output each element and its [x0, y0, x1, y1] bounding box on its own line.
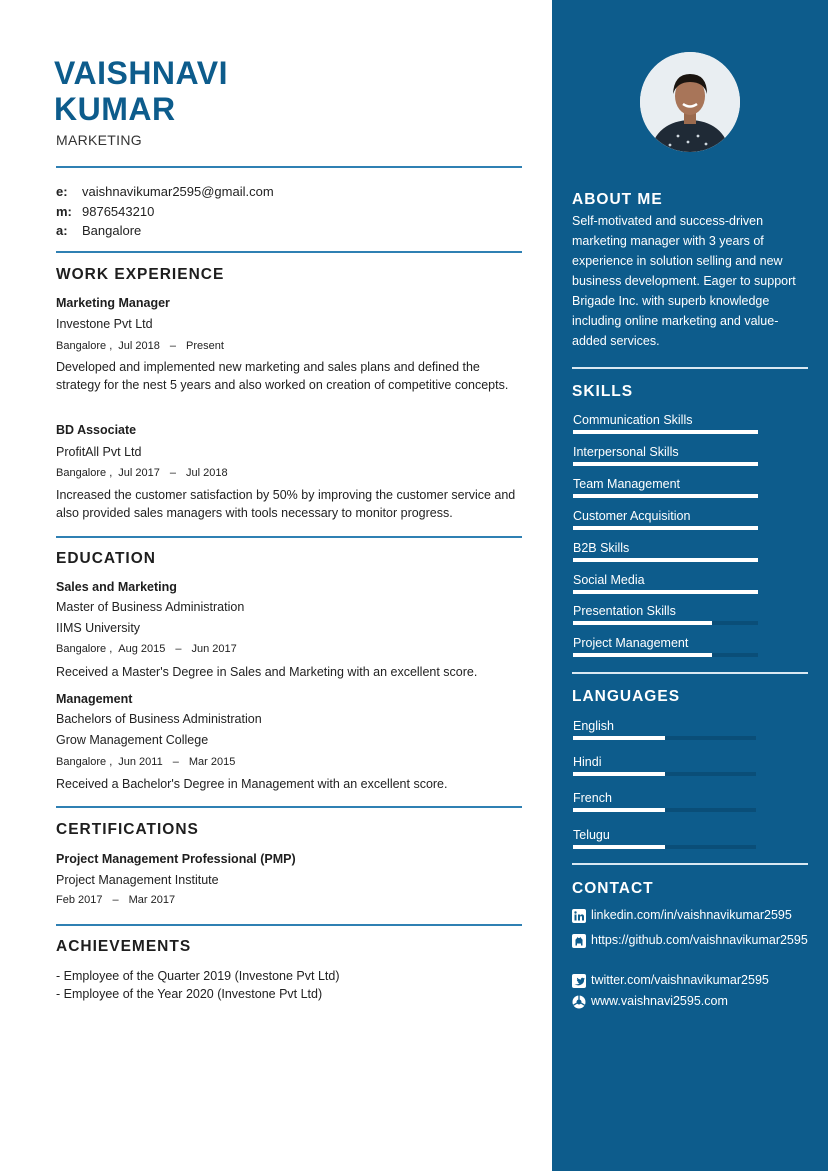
job-start: Jul 2017	[118, 467, 160, 479]
achievements-title: ACHIEVEMENTS	[56, 938, 192, 955]
language-bar-fill	[573, 772, 665, 776]
language-bar	[573, 772, 756, 776]
education-location: Bangalore ,	[56, 643, 113, 655]
skill-bar	[573, 462, 758, 466]
education-start: Aug 2015	[118, 643, 166, 655]
skill-bar-fill	[573, 494, 758, 498]
education-field: Sales and Marketing	[56, 580, 177, 594]
language-bar-fill	[573, 845, 665, 849]
skill-label: Presentation Skills	[573, 604, 676, 618]
website-link[interactable]	[572, 993, 811, 1009]
job-role: Marketing Manager	[56, 296, 170, 310]
certification-end: Mar 2017	[128, 894, 176, 906]
job-location: Bangalore ,	[56, 340, 113, 352]
about-line: Brigade Inc. with superb knowledge	[572, 294, 770, 308]
language-bar	[573, 808, 756, 812]
github-link[interactable]	[572, 932, 811, 948]
job-end: Jul 2018	[185, 467, 228, 479]
skill-label: Interpersonal Skills	[573, 445, 679, 459]
language-bar-fill	[573, 736, 665, 740]
skill-bar	[573, 526, 758, 530]
date-dash: –	[169, 340, 176, 352]
skill-bar-fill	[573, 653, 712, 657]
skill-bar-fill	[573, 430, 758, 434]
about-line: added services.	[572, 334, 660, 348]
work-experience-title: WORK EXPERIENCE	[56, 266, 225, 283]
skill-label: B2B Skills	[573, 541, 630, 555]
language-label: French	[573, 791, 612, 805]
about-line: including online marketing and value-	[572, 314, 779, 328]
job-meta	[56, 467, 228, 479]
education-end: Jun 2017	[191, 643, 237, 655]
education-degree: Bachelors of Business Administration	[56, 712, 262, 726]
about-line: experience in solution selling and new	[572, 254, 783, 268]
website-text[interactable]: www.vaishnavi2595.com	[591, 994, 728, 1008]
language-bar	[573, 845, 756, 849]
job-description: Increased the customer satisfaction by 50% by improving the customer service and also provided sales managers with tools necessary to monitor progress.	[56, 488, 516, 520]
skill-bar-fill	[573, 621, 712, 625]
education-title: EDUCATION	[56, 550, 156, 567]
github-icon	[572, 934, 586, 948]
education-start: Jun 2011	[118, 756, 163, 768]
about-line: Self-motivated and success-driven	[572, 214, 764, 228]
divider	[56, 924, 522, 926]
skill-bar	[573, 590, 758, 594]
skill-bar-fill	[573, 526, 758, 530]
name-line-first: VAISHNAVI	[54, 55, 228, 91]
divider	[56, 806, 522, 808]
skill-label: Customer Acquisition	[573, 509, 691, 523]
skill-bar	[573, 430, 758, 434]
education-school: Grow Management College	[56, 733, 209, 747]
job-location: Bangalore ,	[56, 467, 113, 479]
date-dash: –	[175, 643, 182, 655]
achievement-item: - Employee of the Year 2020 (Investone Pvt Ltd)	[56, 987, 323, 1001]
twitter-text[interactable]: twitter.com/vaishnavikumar2595	[591, 973, 769, 987]
profile-photo-image	[640, 52, 740, 152]
job-meta	[56, 340, 224, 352]
name-line-last: KUMAR	[54, 91, 176, 127]
language-label: Hindi	[573, 755, 602, 769]
linkedin-icon	[572, 909, 586, 923]
education-location: Bangalore ,	[56, 756, 113, 768]
certification-start: Feb 2017	[56, 894, 103, 906]
address-value: Bangalore	[82, 223, 142, 238]
skills-title: SKILLS	[572, 383, 634, 400]
language-bar	[573, 736, 756, 740]
skill-bar-fill	[573, 590, 758, 594]
divider	[56, 166, 522, 168]
skill-bar-fill	[573, 462, 758, 466]
about-text	[572, 211, 802, 351]
language-bar-fill	[573, 808, 665, 812]
skill-bar	[573, 653, 758, 657]
achievement-item: - Employee of the Quarter 2019 (Investone Pvt Ltd)	[56, 969, 340, 983]
job-role: BD Associate	[56, 423, 137, 437]
skill-bar-fill	[573, 558, 758, 562]
language-label: English	[573, 719, 614, 733]
education-end: Mar 2015	[188, 756, 236, 768]
contact-key: e:	[56, 184, 68, 199]
education-meta	[56, 643, 237, 655]
education-school: IIMS University	[56, 621, 141, 635]
linkedin-text[interactable]: linkedin.com/in/vaishnavikumar2595	[591, 908, 792, 922]
skill-label: Communication Skills	[573, 413, 693, 427]
divider	[56, 251, 522, 253]
language-label: Telugu	[573, 828, 610, 842]
about-line: business development. Eager to support	[572, 274, 796, 288]
certification-meta	[56, 894, 175, 906]
resume-side-panel	[552, 0, 828, 1171]
about-line: marketing manager with 3 years of	[572, 234, 764, 248]
job-end: Present	[185, 340, 224, 352]
skill-label: Project Management	[573, 636, 689, 650]
github-text[interactable]: https://github.com/vaishnavikumar2595	[591, 933, 808, 947]
education-meta	[56, 756, 235, 768]
job-company: ProfitAll Pvt Ltd	[56, 445, 142, 459]
contact-title: CONTACT	[572, 880, 654, 897]
linkedin-link[interactable]	[572, 907, 811, 923]
twitter-icon	[572, 974, 586, 988]
education-degree: Master of Business Administration	[56, 600, 245, 614]
job-description: Developed and implemented new marketing and sales plans and defined the strategy for the nest 5 years and also worked on creation of competitive concepts.	[56, 360, 509, 392]
contact-email	[56, 184, 274, 199]
phone-value[interactable]: 9876543210	[82, 204, 155, 219]
job-company: Investone Pvt Ltd	[56, 317, 153, 331]
date-dash: –	[169, 467, 176, 479]
education-description: Received a Master's Degree in Sales and Marketing with an excellent score.	[56, 665, 478, 679]
candidate-role: MARKETING	[56, 132, 142, 148]
profile-photo	[640, 52, 740, 152]
date-dash: –	[112, 894, 119, 906]
contact-key: m:	[56, 204, 72, 219]
languages-title: LANGUAGES	[572, 688, 681, 705]
skill-bar	[573, 621, 758, 625]
candidate-name	[54, 55, 228, 127]
divider	[572, 672, 808, 674]
divider	[56, 536, 522, 538]
certification-issuer: Project Management Institute	[56, 873, 219, 887]
contact-address	[56, 223, 141, 238]
email-value[interactable]: vaishnavikumar2595@gmail.com	[82, 184, 274, 199]
about-title: ABOUT ME	[572, 191, 663, 208]
contact-key: a:	[56, 223, 68, 238]
contact-phone	[56, 204, 154, 219]
website-icon	[572, 995, 586, 1009]
skill-bar	[573, 494, 758, 498]
date-dash: –	[172, 756, 179, 768]
education-description: Received a Bachelor's Degree in Management with an excellent score.	[56, 777, 448, 791]
education-field: Management	[56, 692, 133, 706]
divider	[572, 863, 808, 865]
job-start: Jul 2018	[118, 340, 160, 352]
certifications-title: CERTIFICATIONS	[56, 821, 199, 838]
skill-bar	[573, 558, 758, 562]
divider	[572, 367, 808, 369]
skill-label: Social Media	[573, 573, 645, 587]
skill-label: Team Management	[573, 477, 681, 491]
twitter-link[interactable]	[572, 972, 811, 988]
certification-name: Project Management Professional (PMP)	[56, 852, 296, 866]
